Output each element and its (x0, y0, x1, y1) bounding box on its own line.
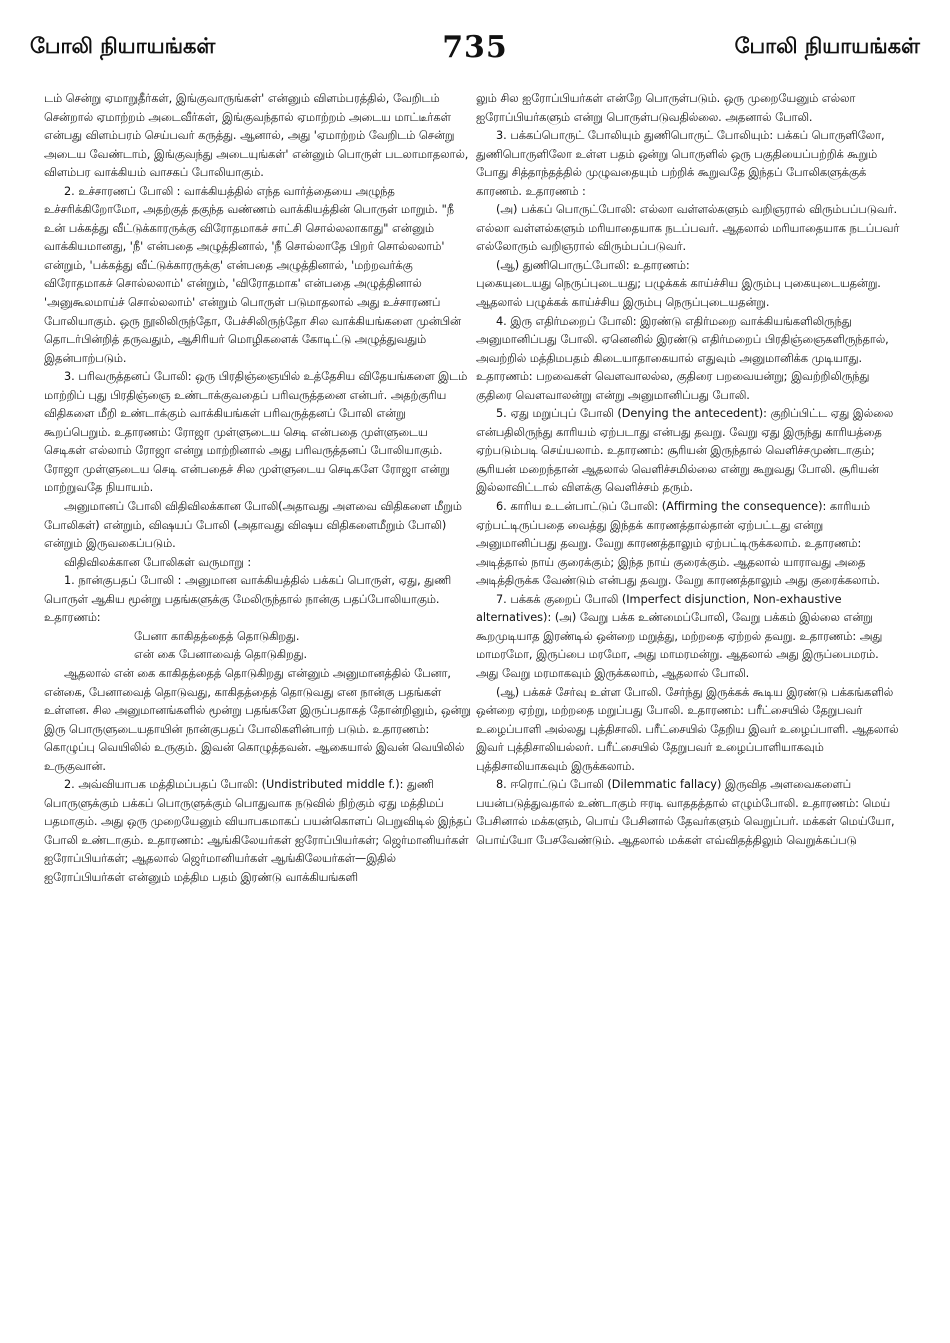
example-line: என் கை பேனாவைத் தொடுகிறது. (134, 648, 308, 662)
example-label: உதாரணம்: (44, 611, 101, 625)
paragraph: 3. பக்கப்பொருட் போலியும் துணிபொருட் போலியும்: பக்கப் பொருளிலோ, துணிபொருளிலோ உள்ள பதம் ஒன்று பொருளில் ஒரு பகுதியைப்பற்றிக் கூறும் போது சித்தாந்தத்தில் முழுவதையும் பற்றிக் கூறுவதே இந்தப் போலிகளுக்குக் காரணம். உதாரணம் : (476, 129, 885, 198)
paragraph: 5. ஏது மறுப்புப் போலி (Denying the antecedent): குறிப்பிட்ட ஏது இல்லை என்பதிலிருந்து காரியம் ஏற்படாது என்பது தவறு. வேறு ஏது இருந்து காரியத்தை ஏற்படும்படி செய்யலாம். உதாரணம்: சூரியன் இருந்தால் வெளிச்சமுண்டாகும்; சூரியன் மறைந்தான் ஆதலால் வெளிச்சமில்லை என்று கூறுவது போலி. சூரியன் இல்லாவிட்டால் விளக்கு வெளிச்சம் தரும். (476, 407, 894, 495)
paragraph: 2. அவ்வியாபக மத்திமப்பதப் போலி: (Undistributed middle f.): துணி பொருளுக்கும் பக்கப் பொருளுக்கும் பொதுவாக நடுவில் நிற்கும் ஏது மத்திமப் பதமாகும். அது ஒரு முறையேனும் வியாபகமாகப் பயன்கொளப் பெறுவிடில் இந்தப் போலி உண்டாகும். உதாரணம்: ஆங்கிலேயர்கள் ஐரோப்பியர்கள்; ஜெர்மானியர்கள் ஐரோப்பியர்கள்; ஆதலால் ஜெர்மானியர்கள் ஆங்கிலேயர்கள்—இதில் ஐரோப்பியர்கள் என்னும் மத்திம பதம் இரண்டு வாக்கியங்களி (44, 778, 472, 884)
paragraph: 6. காரிய உடன்பாட்டுப் போலி: (Affirming the consequence): காரியம் ஏற்பட்டிருப்பதை வைத்து இந்தக் காரணத்தால்தான் ஏற்பட்டது என்று அனுமானிப்பது தவறு. வேறு காரணத்தாலும் ஏற்பட்டிருக்கலாம். உதாரணம்: அடித்தால் நாய் குரைக்கும்; இந்த நாய் குரைக்கும். ஆதலால் யாராவது அதை அடித்திருக்க வேண்டும் என்பது தவறு. வேறு காரணத்தாலும் அது குரைக்கலாம். (476, 500, 881, 588)
paragraph: அனுமானப் போலி விதிவிலக்கான போலி(அதாவது அளவை விதிகளை மீறும் போலிகள்) என்றும், விஷயப் போலி (அதாவது விஷய விதிகளைமீறும் போலி) என்றும் இருவகைப்படும். (44, 500, 462, 551)
paragraph: (ஆ) பக்கச் சேர்வு உள்ள போலி. சேர்ந்து இருக்கக் கூடிய இரண்டு பக்கங்களில் ஒன்றை ஏற்று, மற்றதை மறுப்பது போலி. உதாரணம்: பரீட்சையில் தேறுபவர் உழைப்பாளி அல்லது புத்திசாலி. பரீட்சையில் தேறிய இவர் உழைப்பாளி. ஆதலால் இவர் புத்திசாலியல்லர். பரீட்சையில் தேறுபவர் உழைப்பாளியாகவும் புத்திசாலியாகவும் இருக்கலாம். (476, 685, 899, 773)
paragraph: புகையுடையது நெருப்புடையது; பழுக்கக் காய்ச்சிய இரும்பு புகையுடையதன்று. ஆதலால் பழுக்கக் காய்ச்சிய இரும்பு நெருப்புடையதன்று. (476, 277, 881, 310)
paragraph: டம் சென்று ஏமாறுதீர்கள், இங்குவாருங்கள்' என்னும் விளம்பரத்தில், வேறிடம் சென்றால் ஏமாற்றம் அடைவீர்கள், இங்குவந்தால் ஏமாற்றம் அடைய மாட்டீர்கள் என்பது விளம்பரம் செய்பவர் கருத்து. ஆனால், அது 'ஏமாற்றம் வேறிடம் சென்று அடைய வேண்டாம், இங்குவந்து அடையுங்கள்' என்னும் பொருள் படலாமாதலால், விளம்பர வாக்கியம் வாசகப் போலியாகும். (44, 92, 469, 180)
paragraph: 4. இரு எதிர்மறைப் போலி: இரண்டு எதிர்மறை வாக்கியங்களிலிருந்து அனுமானிப்பது போலி. ஏனெனில் இரண்டு எதிர்மறைப் பிரதிஞ்ஞைகளிருந்தால், அவற்றில் மத்திமபதம் கிடையாதாகையால் எதுவும் அனுமானிக்க முடியாது. உதாரணம்: பறவைகள் வௌவாலல்ல, குதிரை பறவையன்று; இவற்றிலிருந்து குதிரை வௌவாலன்று என்று அனுமானிப்பது போலி. (476, 314, 889, 402)
page-number: 735 (442, 30, 508, 65)
paragraph: 8. ஈரொட்டுப் போலி (Dilemmatic fallacy) இருவித அளவைகளைப் பயன்படுத்துவதால் உண்டாகும் ஈரடி வாததத்தால் எழும்போலி. உதாரணம்: மெய் பேசினால் மக்களும், பொய் பேசினால் தேவர்களும் வெறுப்பர். மக்கள் மெய்யோ, பொய்யோ பேசவேண்டும். ஆதலால் மக்கள் எவ்விதத்திலும் வெறுக்கப்படு (476, 778, 895, 847)
paragraph: லும் சில ஐரோப்பியர்கள் என்றே பொருள்படும். ஒரு முறையேனும் எல்லா ஐரோப்பியர்களும் என்று பொருள்படுவதில்லை. அதனால் போலி. (476, 92, 856, 124)
paragraph: விதிவிலக்கான போலிகள் வருமாறு : (64, 555, 252, 569)
example-line: பேனா காகிதத்தைத் தொடுகிறது. (134, 629, 300, 643)
running-title-left: போலி நியாயங்கள் (30, 34, 216, 58)
paragraph: ஆதலால் என் கை காகிதத்தைத் தொடுகிறது என்னும் அனுமானத்தில் பேனா, என்கை, பேனாவைத் தொடுவது, காகிதத்தைத் தொடுவது என நான்கு பதங்கள் உள்ளன. சில அனுமானங்களில் மூன்று பதங்களே இருப்பதாகத் தோன்றினும், ஒன்று இரு பொருளுடையதாயின் நான்குபதப் போலிகளின்பாற் படும். உதாரணம்: கொழுப்பு வெயிலில் உருகும். இவன் கொழுத்தவன். ஆகையால் இவன் வெயிலில் உருகுவான். (44, 666, 471, 773)
paragraph: (அ) பக்கப் பொருட்போலி: எல்லா வள்ளல்களும் வறிஞரால் விரும்பப்படுவர். எல்லா வள்ளல்களும் மரியாதையாக நடப்பவர். ஆதலால் மரியாதையாக நடப்பவர் எல்லோரும் வறிஞரால் விரும்பப்படுவர். (476, 203, 900, 254)
running-title-right: போலி நியாயங்கள் (734, 34, 920, 58)
right-column (476, 90, 904, 850)
page-header (30, 30, 920, 78)
paragraph: (ஆ) துணிபொருட்போலி: உதாரணம்: (496, 258, 690, 272)
left-column (44, 90, 472, 888)
paragraph: 2. உச்சாரணப் போலி : வாக்கியத்தில் எந்த வார்த்தையை அழுந்த உச்சரிக்கிறோமோ, அதற்குத் தகுந்த வண்ணம் வாக்கியத்தின் பொருள் மாறும். "நீ உன் பக்கத்து வீட்டுக்காரருக்கு விரோதமாகச் சாட்சி சொல்லலாகாது" என்னும் வாக்கியமானது, 'நீ' என்பதை அழுத்தினால், 'நீ சொல்லாதே பிறர் சொல்லலாம்' என்றும், 'பக்கத்து வீட்டுக்காரருக்கு' என்பதை அழுத்தினால், 'மற்றவர்க்கு விரோதமாகச் சொல்லலாம்' என்றும், 'விரோதமாக' என்பதை அழுத்தினால் 'அனுகூலமாய்ச் சொல்லலாம்' என்றும் பொருள் படுமாதலால் அது உச்சாரணப் போலியாகும். ஒரு நூலிலிருந்தோ, பேச்சிலிருந்தோ சில வாக்கியங்களை முன்பின் தொடர்பின்றித் தருவதும், ஆசிரியர் மொழிகளைக் கோடிட்டு அழுத்துவதும் இதன்பாற்படும். (44, 184, 461, 365)
paragraph: 1. நான்குபதப் போலி : அனுமான வாக்கியத்தில் பக்கப் பொருள், ஏது, துணி பொருள் ஆகிய மூன்று பதங்களுக்கு மேலிருந்தால் நான்கு பதப்போலியாகும். (44, 574, 451, 606)
paragraph: 3. பரிவருத்தனப் போலி: ஒரு பிரதிஞ்ஞையில் உத்தேசிய விதேயங்களை இடம் மாற்றிப் புது பிரதிஞ்ஞை உண்டாக்குவதைப் பரிவருத்தனை என்பர். அதற்குரிய விதிகளை மீறி உண்டாக்கும் வாக்கியங்கள் பரிவருத்தனப் போலி என்று கூறப்பெறும். உதாரணம்: ரோஜா முள்ளுடைய செடி என்பதை முள்ளுடைய செடிகள் எல்லாம் ரோஜா என்று மாற்றினால் அது பரிவருத்தனப் போலியாகும். ரோஜா முள்ளுடைய செடி என்பதைச் சில முள்ளுடைய செடிகளே ரோஜா என்று மாற்றுவதே நியாயம். (44, 370, 468, 495)
paragraph: 7. பக்கக் குறைப் போலி (Imperfect disjunction, Non-exhaustive alternatives): (அ) வேறு பக்க உண்மைப்போலி, வேறு பக்கம் இல்லை என்று கூறமுடியாத இரண்டில் ஒன்றை மறுத்து, மற்றதை ஏற்றல் தவறு. உதாரணம்: அது மாமரமோ, இருப்பை மரமோ, அது மாமரமன்று. ஆதலால் அது இருப்பைமரம். அது வேறு மரமாகவும் இருக்கலாம், ஆதலால் போலி. (476, 592, 883, 680)
